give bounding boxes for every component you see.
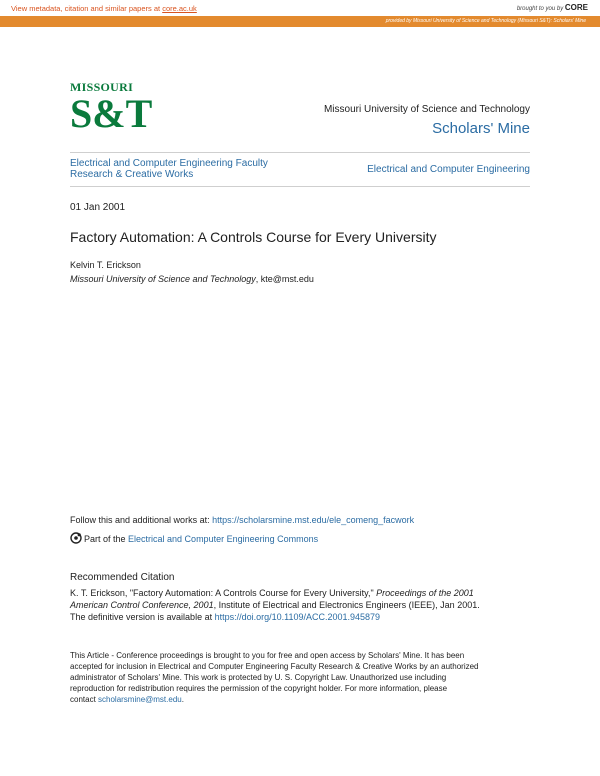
follow-line (70, 515, 414, 525)
citation-italic-2: American Control Conference, 2001 (70, 600, 214, 610)
brought-to-you-by-text: brought to you by (516, 6, 564, 12)
notice-contact-prefix: contact (70, 695, 99, 704)
faculty-collection-link[interactable] (70, 158, 310, 180)
citation-italic-1: Proceedings of the 2001 (376, 588, 474, 598)
divider-bottom (70, 186, 530, 187)
citation-text-2: , Institute of Electrical and Electronics Engineers (IEEE), Jan 2001. (213, 600, 480, 610)
affiliation-text: Missouri University of Science and Technology (70, 274, 256, 284)
commons-link[interactable]: Electrical and Computer Engineering Commons (128, 534, 319, 544)
scholars-mine-link[interactable]: Scholars' Mine (432, 120, 530, 137)
contact-email-link[interactable]: scholarsmine@mst.edu (98, 695, 182, 704)
citation-text-3: The definitive version is available at (70, 612, 215, 622)
provided-by-text[interactable]: provided by Missouri University of Science and Technology (Missouri S&T): Scholars' Mine (385, 18, 586, 24)
citation-text-1: K. T. Erickson, "Factory Automation: A Controls Course for Every University," (70, 588, 377, 598)
department-link[interactable]: Electrical and Computer Engineering (367, 164, 530, 175)
core-ac-uk-link[interactable]: core.ac.uk (162, 4, 197, 13)
network-commons-icon (70, 532, 82, 544)
part-of-prefix: Part of the (84, 534, 129, 544)
recommended-citation-heading: Recommended Citation (70, 572, 175, 583)
publication-date: 01 Jan 2001 (70, 202, 126, 213)
core-brand[interactable] (517, 3, 588, 12)
author-affiliation (70, 274, 314, 284)
notice-line-1: This Article - Conference proceedings is brought to you for free and open access by Scholars' Mine. It has been (70, 651, 465, 660)
core-metadata-bar (0, 0, 600, 16)
logo-missouri-word: MISSOURI (70, 80, 134, 94)
notice-line-5 (70, 694, 530, 705)
missouri-st-logo (70, 80, 153, 140)
author-name: Kelvin T. Erickson (70, 260, 141, 270)
collection-line-2: Research & Creative Works (70, 169, 194, 180)
notice-line-2: accepted for inclusion in Electrical and Computer Engineering Faculty Research & Creative Works by an authorized (70, 662, 479, 671)
follow-prefix: Follow this and additional works at: (70, 515, 213, 525)
article-title: Factory Automation: A Controls Course for Every University (70, 229, 437, 245)
core-metadata-label: View metadata, citation and similar papers at (11, 4, 161, 13)
notice-line-4: reproduction for redistribution requires the permission of the copyright holder. For more information, please (70, 684, 448, 693)
part-of-line (70, 532, 318, 544)
notice-line-3: administrator of Scholars' Mine. This work is protected by U. S. Copyright Law. Unauthorized use including (70, 673, 447, 682)
institution-name: Missouri University of Science and Technology (323, 104, 530, 115)
citation-line-2 (70, 599, 530, 611)
citation-line-3 (70, 611, 530, 623)
access-notice (70, 650, 530, 705)
follow-url-link[interactable]: https://scholarsmine.mst.edu/ele_comeng_facwork (212, 515, 415, 525)
notice-contact-suffix: . (181, 695, 184, 704)
divider-top (70, 152, 530, 153)
core-metadata-text (11, 4, 197, 13)
logo-st-mark: S&T (70, 91, 153, 136)
provided-by-bar (0, 16, 600, 27)
citation-line-1 (70, 587, 530, 599)
doi-link[interactable]: https://doi.org/10.1109/ACC.2001.945879 (214, 612, 381, 622)
author-email: , kte@mst.edu (255, 274, 314, 284)
collection-line-1: Electrical and Computer Engineering Faculty (70, 158, 268, 169)
recommended-citation (70, 587, 530, 623)
core-logo-text: CORE (564, 3, 588, 12)
